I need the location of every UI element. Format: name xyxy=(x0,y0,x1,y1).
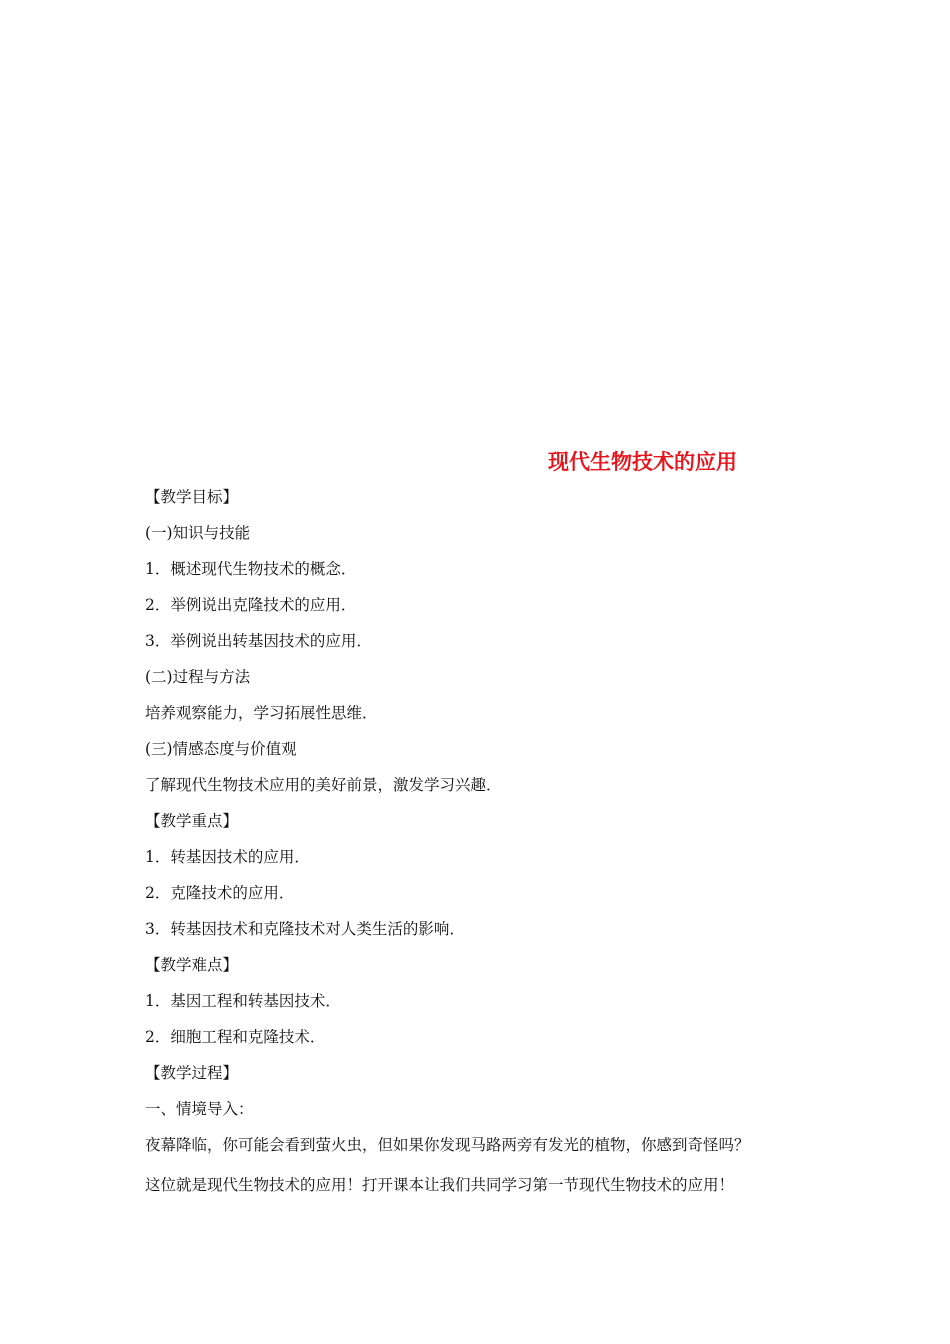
subheading-introduction: 一、情境导入： xyxy=(145,1100,254,1118)
section-heading-key-points: 【教学重点】 xyxy=(145,812,239,830)
section-heading-difficulties: 【教学难点】 xyxy=(145,956,239,974)
section-heading-process: 【教学过程】 xyxy=(145,1064,239,1082)
paragraph: 培养观察能力，学习拓展性思维． xyxy=(145,704,378,722)
objective-item: 1．概述现代生物技术的概念． xyxy=(145,560,357,578)
objective-item: 3．举例说出转基因技术的应用． xyxy=(145,632,372,650)
section-heading-objectives: 【教学目标】 xyxy=(145,488,239,506)
subheading-attitude-values: (三)情感态度与价值观 xyxy=(145,740,297,758)
key-point-item: 1．转基因技术的应用． xyxy=(145,848,310,866)
difficulty-item: 2．细胞工程和克隆技术． xyxy=(145,1028,326,1046)
subheading-process-method: (二)过程与方法 xyxy=(145,668,251,686)
paragraph: 夜幕降临，你可能会看到萤火虫，但如果你发现马路两旁有发光的植物，你感到奇怪吗？ xyxy=(145,1136,750,1154)
paragraph: 了解现代生物技术应用的美好前景，激发学习兴趣． xyxy=(145,776,502,794)
difficulty-item: 1．基因工程和转基因技术． xyxy=(145,992,341,1010)
subheading-knowledge-skills: (一)知识与技能 xyxy=(145,524,251,542)
objective-item: 2．举例说出克隆技术的应用． xyxy=(145,596,357,614)
key-point-item: 3．转基因技术和克隆技术对人类生活的影响． xyxy=(145,920,465,938)
key-point-item: 2．克隆技术的应用． xyxy=(145,884,295,902)
paragraph: 这位就是现代生物技术的应用！打开课本让我们共同学习第一节现代生物技术的应用！ xyxy=(145,1176,735,1194)
document-title: 现代生物技术的应用 xyxy=(548,450,737,474)
